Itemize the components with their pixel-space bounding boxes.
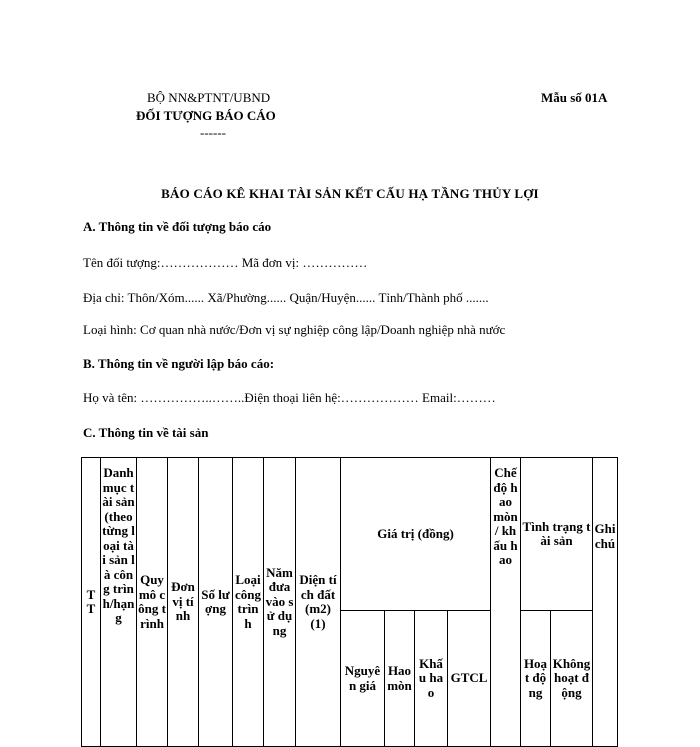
col-regime: Chế độ hao mòn / khấu hao (490, 457, 521, 747)
col-value-depreciation: Hao mòn (384, 610, 415, 747)
entity-type-line: Loại hình: Cơ quan nhà nước/Đơn vị sự nghiệp công lập/Doanh nghiệp nhà nước (83, 322, 506, 337)
form-number: Mẫu số 01A (541, 90, 608, 105)
document-title: BÁO CÁO KÊ KHAI TÀI SẢN KẾT CẤU HẠ TẦNG THỦY LỢI (161, 186, 539, 201)
section-b-heading: B. Thông tin về người lập báo cáo: (83, 356, 275, 371)
org-line-2: ĐỐI TƯỢNG BÁO CÁO (136, 108, 276, 123)
col-type: Loại công trình (232, 457, 264, 747)
col-area: Diện tích đất (m2) (1) (295, 457, 341, 747)
col-tt: TT (81, 457, 101, 747)
col-value-original: Nguyên giá (340, 610, 385, 747)
col-status-not-operating: Không hoạt động (550, 610, 593, 747)
col-note: Ghi chú (592, 457, 618, 747)
asset-table (81, 457, 618, 707)
section-a-heading: A. Thông tin về đối tượng báo cáo (83, 219, 272, 234)
section-c-heading: C. Thông tin về tài sản (83, 425, 209, 440)
col-scale: Quy mô công trình (136, 457, 168, 747)
col-value-gtcl: GTCL (447, 610, 491, 747)
reporter-line: Họ và tên: ……………..……..Điện thoại liên hệ:……………… Email:……… (83, 390, 496, 405)
col-asset-list: Danh mục tài sản (theo từng loại tài sản là công trình/hạng (100, 457, 137, 747)
col-value-group: Giá trị (đồng) (340, 457, 491, 611)
col-quantity: Số lượng (198, 457, 233, 747)
col-year: Năm đưa vào sử dụng (263, 457, 296, 747)
col-status-group: Tình trạng tài sản (520, 457, 593, 611)
org-line-1: BỘ NN&PTNT/UBND (147, 90, 271, 105)
col-value-amortization: Khấu hao (414, 610, 448, 747)
entity-name-line: Tên đối tượng:……………… Mã đơn vị: …………… (83, 255, 368, 270)
col-status-operating: Hoạt động (520, 610, 551, 747)
address-line: Địa chỉ: Thôn/Xóm...... Xã/Phường...... Quận/Huyện...... Tỉnh/Thành phố ....... (83, 290, 489, 305)
col-unit: Đơn vị tính (167, 457, 199, 747)
org-separator: ------ (200, 125, 226, 140)
